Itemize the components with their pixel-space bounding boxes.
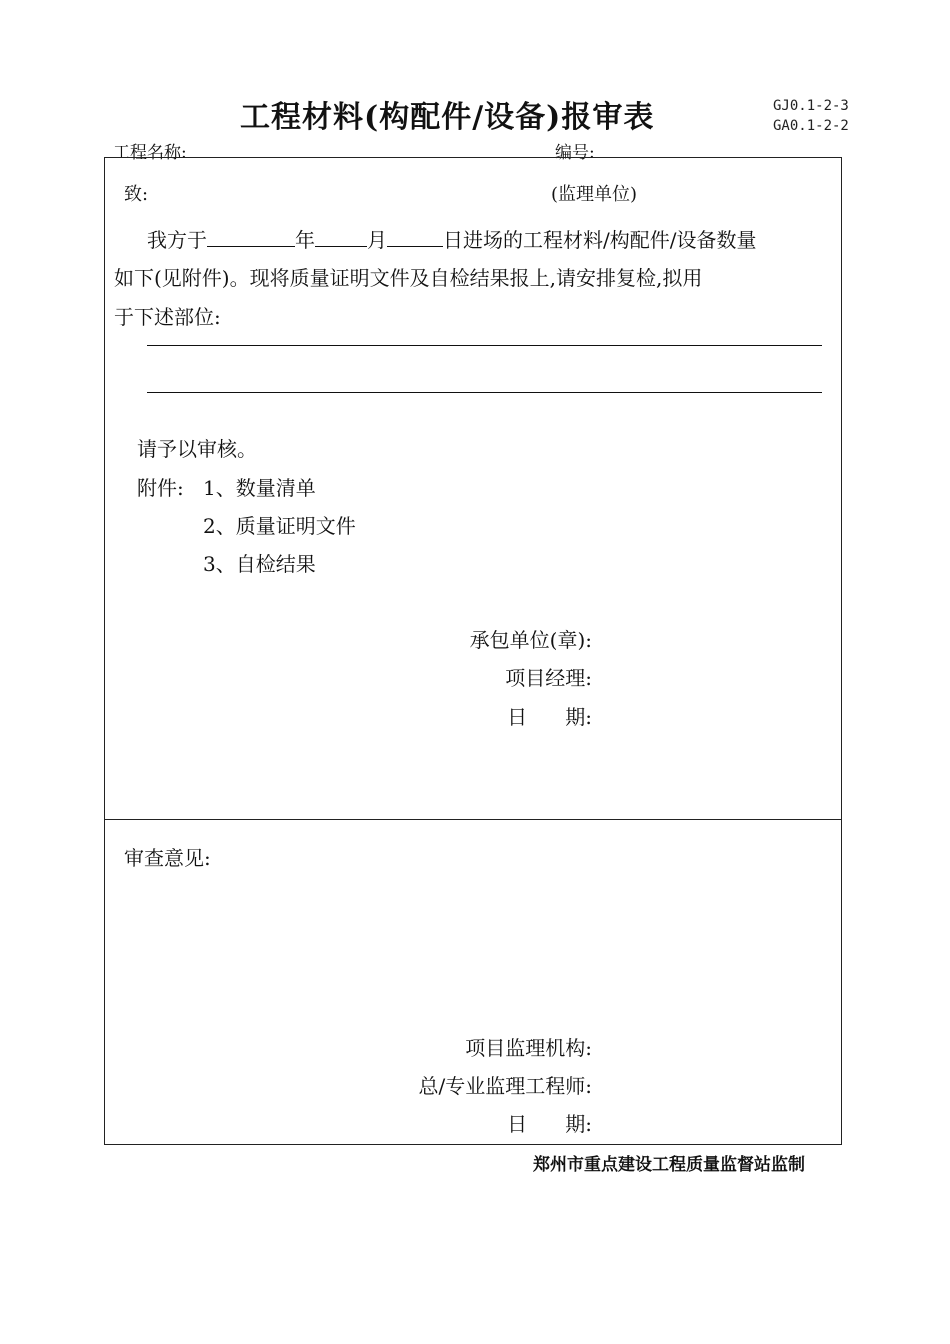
attachment-item: 1、数量清单 [203, 476, 316, 500]
project-name-label: 工程名称: [113, 143, 187, 163]
attachment-item: 3、自检结果 [203, 552, 316, 576]
attachment-item: 2、质量证明文件 [203, 514, 356, 538]
intro-prefix: 我方于 [147, 228, 207, 252]
month-blank[interactable] [315, 228, 367, 247]
attachments-label: 附件: [137, 476, 184, 500]
supervisor-unit-label: (监理单位) [551, 184, 638, 205]
project-manager-label: 项目经理: [505, 666, 592, 690]
supervision-org-label: 项目监理机构: [465, 1036, 592, 1060]
number-label: 编号: [555, 143, 595, 163]
intro-rest: 日进场的工程材料/构配件/设备数量 [443, 228, 757, 252]
form-code-1: GJ0.1-2-3 [773, 98, 849, 114]
opinion-label: 审查意见: [124, 846, 211, 870]
form-code-2: GA0.1-2-2 [773, 118, 849, 134]
intro-line-3: 于下述部位: [114, 305, 221, 329]
review-date-label: 日 期: [507, 1112, 592, 1136]
contractor-unit-label: 承包单位(章): [469, 628, 592, 652]
location-line-1[interactable] [147, 345, 822, 346]
location-line-2[interactable] [147, 392, 822, 393]
day-blank[interactable] [387, 228, 443, 247]
year-label: 年 [295, 228, 315, 252]
intro-line-2: 如下(见附件)。现将质量证明文件及自检结果报上,请安排复检,拟用 [114, 266, 703, 290]
issuer-footer: 郑州市重点建设工程质量监督站监制 [533, 1155, 805, 1175]
section-divider [104, 819, 842, 820]
please-review: 请予以审核。 [137, 437, 257, 461]
to-label: 致: [124, 184, 149, 205]
month-label: 月 [367, 228, 387, 252]
date-label: 日 期: [507, 705, 592, 729]
chief-engineer-label: 总/专业监理工程师: [418, 1074, 592, 1098]
year-blank[interactable] [207, 228, 295, 247]
form-title: 工程材料(构配件/设备)报审表 [240, 100, 655, 135]
intro-line-1 [147, 224, 756, 253]
